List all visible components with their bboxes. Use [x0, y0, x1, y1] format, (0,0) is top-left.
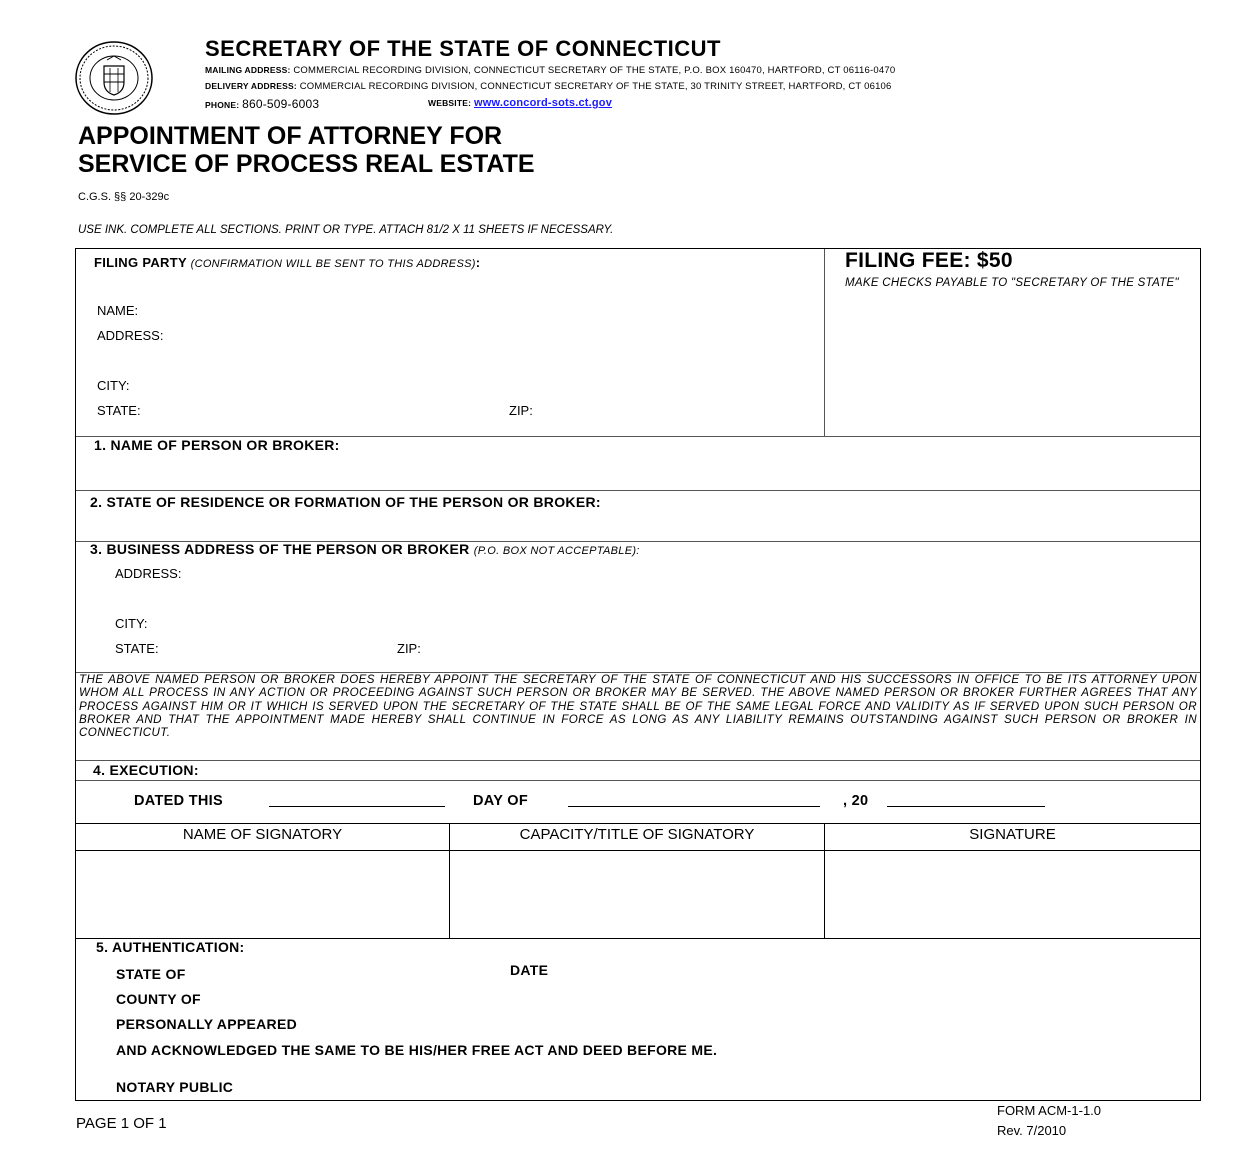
divider: [76, 760, 1200, 761]
filing-party-note: (CONFIRMATION WILL BE SENT TO THIS ADDRESS): [190, 258, 476, 270]
divider: [76, 823, 1200, 824]
auth-acknowledged-text: AND ACKNOWLEDGED THE SAME TO BE HIS/HER FREE ACT AND DEED BEFORE ME.: [116, 1042, 718, 1058]
section3-title: [90, 541, 640, 557]
page-number: PAGE 1 OF 1: [76, 1115, 167, 1132]
colon: :: [475, 255, 481, 270]
mailing-address-label: MAILING ADDRESS:: [205, 65, 291, 75]
auth-personally-appeared-label: PERSONALLY APPEARED: [116, 1016, 298, 1032]
filing-party-state-input[interactable]: [160, 400, 494, 422]
filing-party-zip-input[interactable]: [545, 400, 814, 422]
business-zip-label: ZIP:: [397, 641, 421, 656]
year-prefix-label: , 20: [843, 793, 869, 809]
phone: [205, 97, 319, 111]
statute-reference: C.G.S. §§ 20-329c: [78, 191, 170, 203]
person-broker-name-input[interactable]: [94, 458, 1198, 488]
filing-party-state-label: STATE:: [97, 403, 141, 418]
mailing-address-value: COMMERCIAL RECORDING DIVISION, CONNECTICUT SECRETARY OF THE STATE, P.O. BOX 160470, HARTFORD, CT 06116-0470: [293, 65, 896, 76]
filing-fee-note: MAKE CHECKS PAYABLE TO "SECRETARY OF THE STATE": [845, 277, 1179, 289]
day-of-label: DAY OF: [473, 793, 528, 809]
website-label: WEBSITE:: [428, 98, 472, 108]
filing-party-address-input[interactable]: [180, 325, 814, 372]
section3-label: 3. BUSINESS ADDRESS OF THE PERSON OR BROKER: [90, 541, 470, 557]
delivery-address-value: COMMERCIAL RECORDING DIVISION, CONNECTICUT SECRETARY OF THE STATE, 30 TRINITY STREET, HARTFORD, CT 06106: [299, 81, 892, 92]
appointment-legal-text: THE ABOVE NAMED PERSON OR BROKER DOES HEREBY APPOINT THE SECRETARY OF THE STATE OF CONNECTICUT AND HIS SUCCESSORS IN OFFICE TO BE ITS ATTORNEY UPON WHOM ALL PROCESS IN ANY ACTION OR PROCEEDING AGAINST SUCH PERSON OR BROKER MAY BE SERVED. THE ABOVE NAMED PERSON OR BROKER FURTHER AGREES THAT ANY PROCESS AGAINST HIM OR IT WHICH IS SERVED UPON THE SECRETARY OF THE STATE SHALL BE OF THE SAME LEGAL FORCE AND VALIDITY AS IF SERVED UPON SUCH PERSON OR BROKER AND THAT THE APPOINTMENT MADE HEREBY SHALL CONTINUE IN FORCE AS LONG AS ANY LIABILITY REMAINS OUTSTANDING AGAINST SUCH PERSON OR BROKER IN CONNECTICUT.: [79, 673, 1197, 740]
auth-state-of-label: STATE OF: [116, 966, 186, 982]
delivery-address-label: DELIVERY ADDRESS:: [205, 81, 297, 91]
signature-input[interactable]: [829, 855, 1199, 937]
section2-title: 2. STATE OF RESIDENCE OR FORMATION OF THE PERSON OR BROKER:: [90, 494, 601, 510]
state-seal-icon: [74, 40, 154, 116]
signatory-title-input[interactable]: [454, 855, 824, 937]
filing-party-label: FILING PARTY: [94, 255, 187, 270]
signatory-name-input[interactable]: [80, 855, 448, 937]
divider: [76, 850, 1200, 851]
business-state-input[interactable]: [180, 638, 394, 660]
section5-title: 5. AUTHENTICATION:: [96, 939, 245, 955]
website-link[interactable]: www.concord-sots.ct.gov: [474, 97, 613, 109]
agency-title: SECRETARY OF THE STATE OF CONNECTICUT: [205, 36, 721, 61]
form-title-line1: APPOINTMENT OF ATTORNEY FOR: [78, 122, 503, 150]
auth-date-label: DATE: [510, 962, 549, 978]
column-header-capacity-title: CAPACITY/TITLE OF SIGNATORY: [519, 826, 755, 843]
instructions: USE INK. COMPLETE ALL SECTIONS. PRINT OR TYPE. ATTACH 81/2 X 11 SHEETS IF NECESSARY.: [78, 224, 614, 236]
section1-title: 1. NAME OF PERSON OR BROKER:: [94, 437, 340, 453]
section3-note: (P.O. BOX NOT ACCEPTABLE):: [473, 545, 640, 557]
business-city-input[interactable]: [170, 613, 1194, 635]
column-header-name-of-signatory: NAME OF SIGNATORY: [182, 826, 343, 843]
auth-county-of-label: COUNTY OF: [116, 991, 201, 1007]
auth-notary-public-label: NOTARY PUBLIC: [116, 1079, 234, 1095]
dated-year-blank[interactable]: [887, 806, 1045, 807]
business-address-input[interactable]: [215, 563, 1194, 610]
filing-fee-title: FILING FEE: $50: [845, 249, 1013, 272]
divider: [824, 249, 825, 437]
delivery-address: [205, 81, 892, 92]
mailing-address: [205, 65, 895, 76]
divider: [76, 938, 1200, 939]
form-revision: Rev. 7/2010: [997, 1123, 1067, 1138]
form-title: [78, 122, 535, 178]
divider: [76, 490, 1200, 491]
filing-party-name-label: NAME:: [97, 303, 139, 318]
filing-party-title: [94, 255, 480, 270]
business-state-label: STATE:: [115, 641, 159, 656]
phone-value: 860-509-6003: [242, 97, 320, 111]
form-title-line2: SERVICE OF PROCESS REAL ESTATE: [78, 150, 535, 178]
divider: [76, 780, 1200, 781]
column-header-signature: SIGNATURE: [969, 826, 1056, 843]
phone-label: PHONE:: [205, 100, 240, 110]
dated-this-label: DATED THIS: [134, 793, 223, 809]
filing-party-city-label: CITY:: [97, 378, 130, 393]
filing-party-address-label: ADDRESS:: [97, 328, 164, 343]
form-id: FORM ACM-1-1.0: [997, 1103, 1102, 1118]
business-city-label: CITY:: [115, 616, 148, 631]
dated-month-blank[interactable]: [568, 806, 820, 807]
business-address-label: ADDRESS:: [115, 566, 182, 581]
dated-day-blank[interactable]: [269, 806, 445, 807]
website: [428, 97, 612, 109]
filing-party-zip-label: ZIP:: [509, 403, 533, 418]
filing-party-name-input[interactable]: [160, 300, 814, 322]
business-zip-input[interactable]: [432, 638, 736, 660]
filing-party-city-input[interactable]: [150, 375, 814, 397]
section4-title: 4. EXECUTION:: [93, 762, 199, 778]
state-of-residence-input[interactable]: [94, 514, 1198, 540]
